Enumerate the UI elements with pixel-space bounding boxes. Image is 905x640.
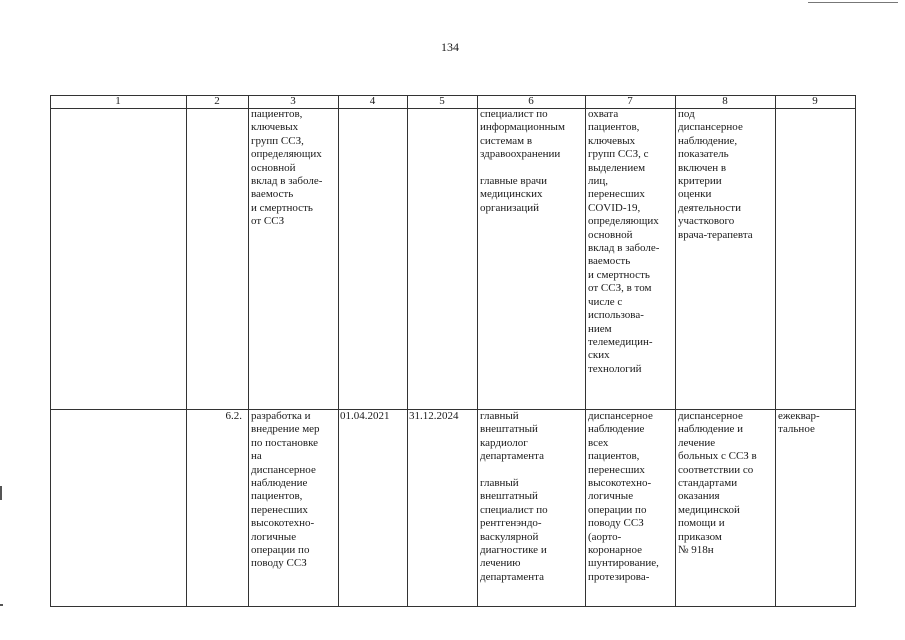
- row1-indicator-cell: под диспансерное наблюдение, показатель включен в критерии оценки деятельности участкового врача-терапевта: [678, 108, 753, 241]
- scan-mark: [0, 604, 3, 606]
- column-number-5: 5: [439, 95, 445, 107]
- top-rule: [808, 2, 898, 3]
- row2-event-cell: разработка и внедрение мер по постановке на диспансерное наблюдение пациентов, перенесших высокотехно- логичные операции по поводу ССЗ: [251, 410, 320, 570]
- column-number-6: 6: [528, 95, 534, 107]
- column-number-7: 7: [627, 95, 633, 107]
- row2-result-cell: диспансерное наблюдение всех пациентов, перенесших высокотехно- логичные операции по поводу ССЗ (аорто- коронарное шунтирование, протезирова-: [588, 410, 659, 583]
- scan-mark: [0, 486, 2, 500]
- column-number-9: 9: [812, 95, 818, 107]
- column-number-3: 3: [290, 95, 296, 107]
- row1-result-cell: охвата пациентов, ключевых групп ССЗ, с выделением лиц, перенесших COVID-19, определяющих основной вклад в заболе- ваемость и смертность от ССЗ, в том числе с использова- нием телемедицин- ских технологий: [588, 108, 660, 375]
- row1-event-cell: пациентов, ключевых групп ССЗ, определяющих основной вклад в заболе- ваемость и смертность от ССЗ: [251, 108, 323, 228]
- column-number-1: 1: [115, 95, 121, 107]
- row2-start-date-cell: 01.04.2021: [340, 410, 390, 422]
- row2-number-cell: 6.2.: [225, 410, 242, 422]
- page-number: 134: [441, 40, 459, 54]
- column-number-8: 8: [722, 95, 728, 107]
- row2-indicator-cell: диспансерное наблюдение и лечение больных с ССЗ в соответствии со стандартами оказания медицинской помощи и приказом № 918н: [678, 410, 757, 557]
- row2-end-date-cell: 31.12.2024: [409, 410, 459, 422]
- row2-frequency-cell: ежеквар- тальное: [778, 410, 820, 436]
- row2-responsible-cell: главный внештатный кардиолог департамента главный внештатный специалист по рентгенэндо- васкулярной диагностике и лечению департамента: [480, 410, 548, 583]
- schedule-table: [50, 95, 856, 607]
- column-number-2: 2: [214, 95, 220, 107]
- column-number-4: 4: [369, 95, 376, 107]
- row1-responsible-cell: специалист по информационным системам в здравоохранении главные врачи медицинских организаций: [480, 108, 565, 214]
